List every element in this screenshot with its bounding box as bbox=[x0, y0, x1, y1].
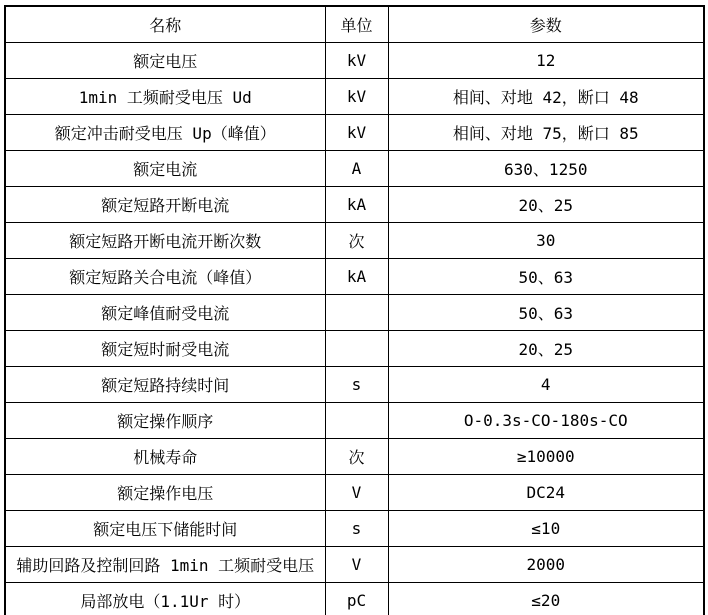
spec-value-cell: 相间、对地 75，断口 85 bbox=[388, 115, 704, 151]
table-row bbox=[5, 439, 704, 475]
spec-name-cell: 额定短路开断电流开断次数 bbox=[5, 223, 325, 259]
spec-name-cell: 辅助回路及控制回路 1min 工频耐受电压 bbox=[5, 547, 325, 583]
spec-value-cell: 2000 bbox=[388, 547, 704, 583]
table-row bbox=[5, 331, 704, 367]
spec-value-cell: 12 bbox=[388, 43, 704, 79]
spec-name-cell: 1min 工频耐受电压 Ud bbox=[5, 79, 325, 115]
spec-value-cell: O-0.3s-CO-180s-CO bbox=[388, 403, 704, 439]
table-row bbox=[5, 547, 704, 583]
spec-unit-cell: kV bbox=[325, 115, 388, 151]
spec-unit-cell: s bbox=[325, 511, 388, 547]
table-row bbox=[5, 259, 704, 295]
spec-value-cell: 相间、对地 42，断口 48 bbox=[388, 79, 704, 115]
column-header-unit: 单位 bbox=[325, 6, 388, 43]
table-row bbox=[5, 223, 704, 259]
table-row bbox=[5, 367, 704, 403]
spec-unit-cell: pC bbox=[325, 583, 388, 615]
spec-name-cell: 局部放电（1.1Ur 时） bbox=[5, 583, 325, 615]
spec-name-cell: 额定短路持续时间 bbox=[5, 367, 325, 403]
spec-name-cell: 机械寿命 bbox=[5, 439, 325, 475]
spec-name-cell: 额定短路关合电流（峰值） bbox=[5, 259, 325, 295]
spec-unit-cell: 次 bbox=[325, 439, 388, 475]
spec-value-cell: 50、63 bbox=[388, 259, 704, 295]
spec-unit-cell bbox=[325, 403, 388, 439]
spec-value-cell: DC24 bbox=[388, 475, 704, 511]
column-header-name: 名称 bbox=[5, 6, 325, 43]
table-row bbox=[5, 151, 704, 187]
spec-unit-cell bbox=[325, 295, 388, 331]
spec-name-cell: 额定峰值耐受电流 bbox=[5, 295, 325, 331]
table-row bbox=[5, 511, 704, 547]
table-row bbox=[5, 43, 704, 79]
spec-table bbox=[4, 5, 705, 615]
spec-value-cell: 30 bbox=[388, 223, 704, 259]
spec-value-cell: 20、25 bbox=[388, 331, 704, 367]
spec-name-cell: 额定短时耐受电流 bbox=[5, 331, 325, 367]
spec-unit-cell: V bbox=[325, 475, 388, 511]
spec-unit-cell: kV bbox=[325, 79, 388, 115]
table-row bbox=[5, 403, 704, 439]
header-row bbox=[5, 6, 704, 43]
spec-unit-cell: 次 bbox=[325, 223, 388, 259]
spec-name-cell: 额定电压下储能时间 bbox=[5, 511, 325, 547]
spec-name-cell: 额定短路开断电流 bbox=[5, 187, 325, 223]
spec-unit-cell: kV bbox=[325, 43, 388, 79]
table-row bbox=[5, 115, 704, 151]
spec-value-cell: ≥10000 bbox=[388, 439, 704, 475]
column-header-value: 参数 bbox=[388, 6, 704, 43]
spec-unit-cell: kA bbox=[325, 259, 388, 295]
spec-unit-cell: A bbox=[325, 151, 388, 187]
spec-name-cell: 额定操作电压 bbox=[5, 475, 325, 511]
spec-unit-cell: s bbox=[325, 367, 388, 403]
spec-unit-cell bbox=[325, 331, 388, 367]
spec-value-cell: 630、1250 bbox=[388, 151, 704, 187]
table-row bbox=[5, 583, 704, 615]
spec-value-cell: 4 bbox=[388, 367, 704, 403]
spec-name-cell: 额定电压 bbox=[5, 43, 325, 79]
spec-value-cell: 20、25 bbox=[388, 187, 704, 223]
table-row bbox=[5, 295, 704, 331]
table-row bbox=[5, 79, 704, 115]
spec-value-cell: ≤20 bbox=[388, 583, 704, 615]
spec-unit-cell: kA bbox=[325, 187, 388, 223]
spec-name-cell: 额定操作顺序 bbox=[5, 403, 325, 439]
spec-unit-cell: V bbox=[325, 547, 388, 583]
spec-value-cell: 50、63 bbox=[388, 295, 704, 331]
spec-name-cell: 额定冲击耐受电压 Up（峰值） bbox=[5, 115, 325, 151]
spec-name-cell: 额定电流 bbox=[5, 151, 325, 187]
table-row bbox=[5, 475, 704, 511]
spec-value-cell: ≤10 bbox=[388, 511, 704, 547]
table-row bbox=[5, 187, 704, 223]
